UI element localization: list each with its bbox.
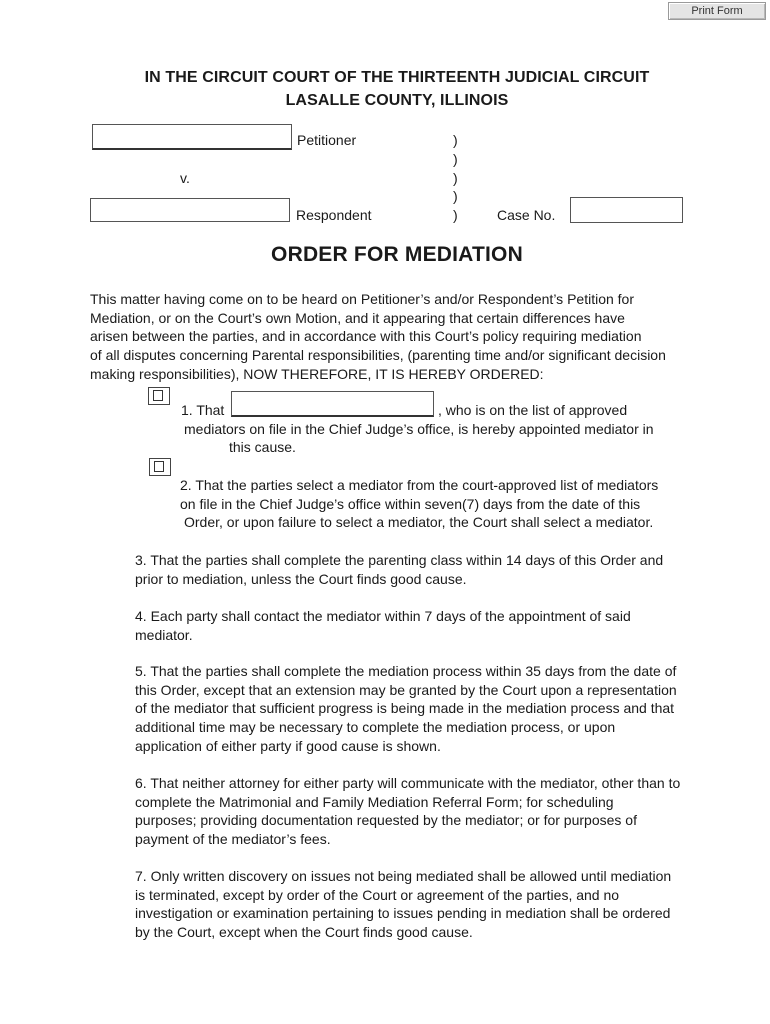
versus-label: v. bbox=[180, 170, 190, 186]
item5-line: application of either party if good cause is shown. bbox=[135, 737, 441, 754]
item3-line: 3. That the parties shall complete the parenting class within 14 days of this Order and bbox=[135, 552, 664, 568]
caption-paren: ) bbox=[453, 188, 458, 204]
item7-line: 7. Only written discovery on issues not being mediated shall be allowed until mediation bbox=[135, 868, 672, 884]
item4-line: mediator. bbox=[135, 626, 193, 643]
item1-prefix: 1. That bbox=[181, 402, 225, 418]
item5-line: this Order, except that an extension may be granted by the Court upon a representation bbox=[135, 681, 677, 698]
court-name-line: IN THE CIRCUIT COURT OF THE THIRTEENTH JUDICIAL CIRCUIT bbox=[144, 69, 650, 86]
caption-paren: ) bbox=[453, 151, 458, 167]
print-form-button[interactable]: Print Form bbox=[668, 2, 766, 20]
intro-paragraph bbox=[90, 290, 666, 384]
case-no-label: Case No. bbox=[497, 207, 556, 223]
item2-line: 2. That the parties select a mediator from the court-approved list of mediators bbox=[180, 477, 659, 493]
item1-suffix: , who is on the list of approved bbox=[438, 402, 628, 418]
item6-text bbox=[135, 774, 680, 849]
intro-line: arisen between the parties, and in accordance with this Court’s policy requiring mediation bbox=[90, 328, 642, 345]
item1-line2: mediators on file in the Chief Judge’s office, is hereby appointed mediator in bbox=[184, 421, 654, 437]
respondent-label: Respondent bbox=[296, 207, 372, 223]
item1-line3: this cause. bbox=[229, 439, 296, 455]
item5-line: of the mediator that sufficient progress is being made in the mediation process and that bbox=[135, 700, 675, 717]
item4-line: 4. Each party shall contact the mediator within 7 days of the appointment of said bbox=[135, 608, 631, 624]
case-no-field[interactable] bbox=[570, 197, 683, 223]
item6-line: payment of the mediator’s fees. bbox=[135, 831, 331, 848]
item6-line: 6. That neither attorney for either party will communicate with the mediator, other than to bbox=[135, 775, 681, 791]
item1-checkbox[interactable] bbox=[148, 387, 170, 405]
intro-line: of all disputes concerning Parental responsibilities, (parenting time and/or significant decision bbox=[90, 347, 666, 364]
item7-line: investigation or examination pertaining to issues pending in mediation shall be ordered bbox=[135, 905, 671, 922]
county-line: LASALLE COUNTY, ILLINOIS bbox=[285, 92, 509, 109]
intro-line: Mediation, or on the Court’s own Motion, and it appearing that certain differences have bbox=[90, 309, 625, 326]
caption-paren: ) bbox=[453, 132, 458, 148]
item7-line: by the Court, except when the Court finds good cause. bbox=[135, 924, 473, 941]
item5-line: additional time may be necessary to complete the mediation process, or upon bbox=[135, 719, 616, 736]
item7-text bbox=[135, 867, 671, 942]
item4-text bbox=[135, 607, 631, 644]
intro-line: This matter having come on to be heard on Petitioner’s and/or Respondent’s Petition for bbox=[90, 291, 634, 307]
petitioner-label: Petitioner bbox=[297, 132, 357, 148]
item2-text bbox=[180, 476, 658, 532]
petitioner-field[interactable] bbox=[92, 124, 292, 150]
item6-line: purposes; providing documentation requested by the mediator; or for purposes of bbox=[135, 812, 637, 829]
caption-paren: ) bbox=[453, 207, 458, 223]
item5-line: 5. That the parties shall complete the mediation process within 35 days from the date of bbox=[135, 663, 677, 679]
item5-text bbox=[135, 662, 677, 756]
item2-checkbox[interactable] bbox=[149, 458, 171, 476]
item3-line: prior to mediation, unless the Court finds good cause. bbox=[135, 570, 467, 587]
item3-text bbox=[135, 551, 663, 588]
caption-paren: ) bbox=[453, 170, 458, 186]
item6-line: complete the Matrimonial and Family Mediation Referral Form; for scheduling bbox=[135, 793, 614, 810]
item7-line: is terminated, except by order of the Court or agreement of the parties, and no bbox=[135, 886, 620, 903]
mediator-name-field[interactable] bbox=[231, 391, 434, 417]
item2-line: on file in the Chief Judge’s office within seven(7) days from the date of this bbox=[180, 495, 641, 512]
intro-line: making responsibilities), NOW THEREFORE, IT IS HEREBY ORDERED: bbox=[90, 365, 544, 382]
item2-line: Order, or upon failure to select a mediator, the Court shall select a mediator. bbox=[184, 514, 654, 531]
respondent-field[interactable] bbox=[90, 198, 290, 222]
page-title: ORDER FOR MEDIATION bbox=[271, 243, 523, 266]
